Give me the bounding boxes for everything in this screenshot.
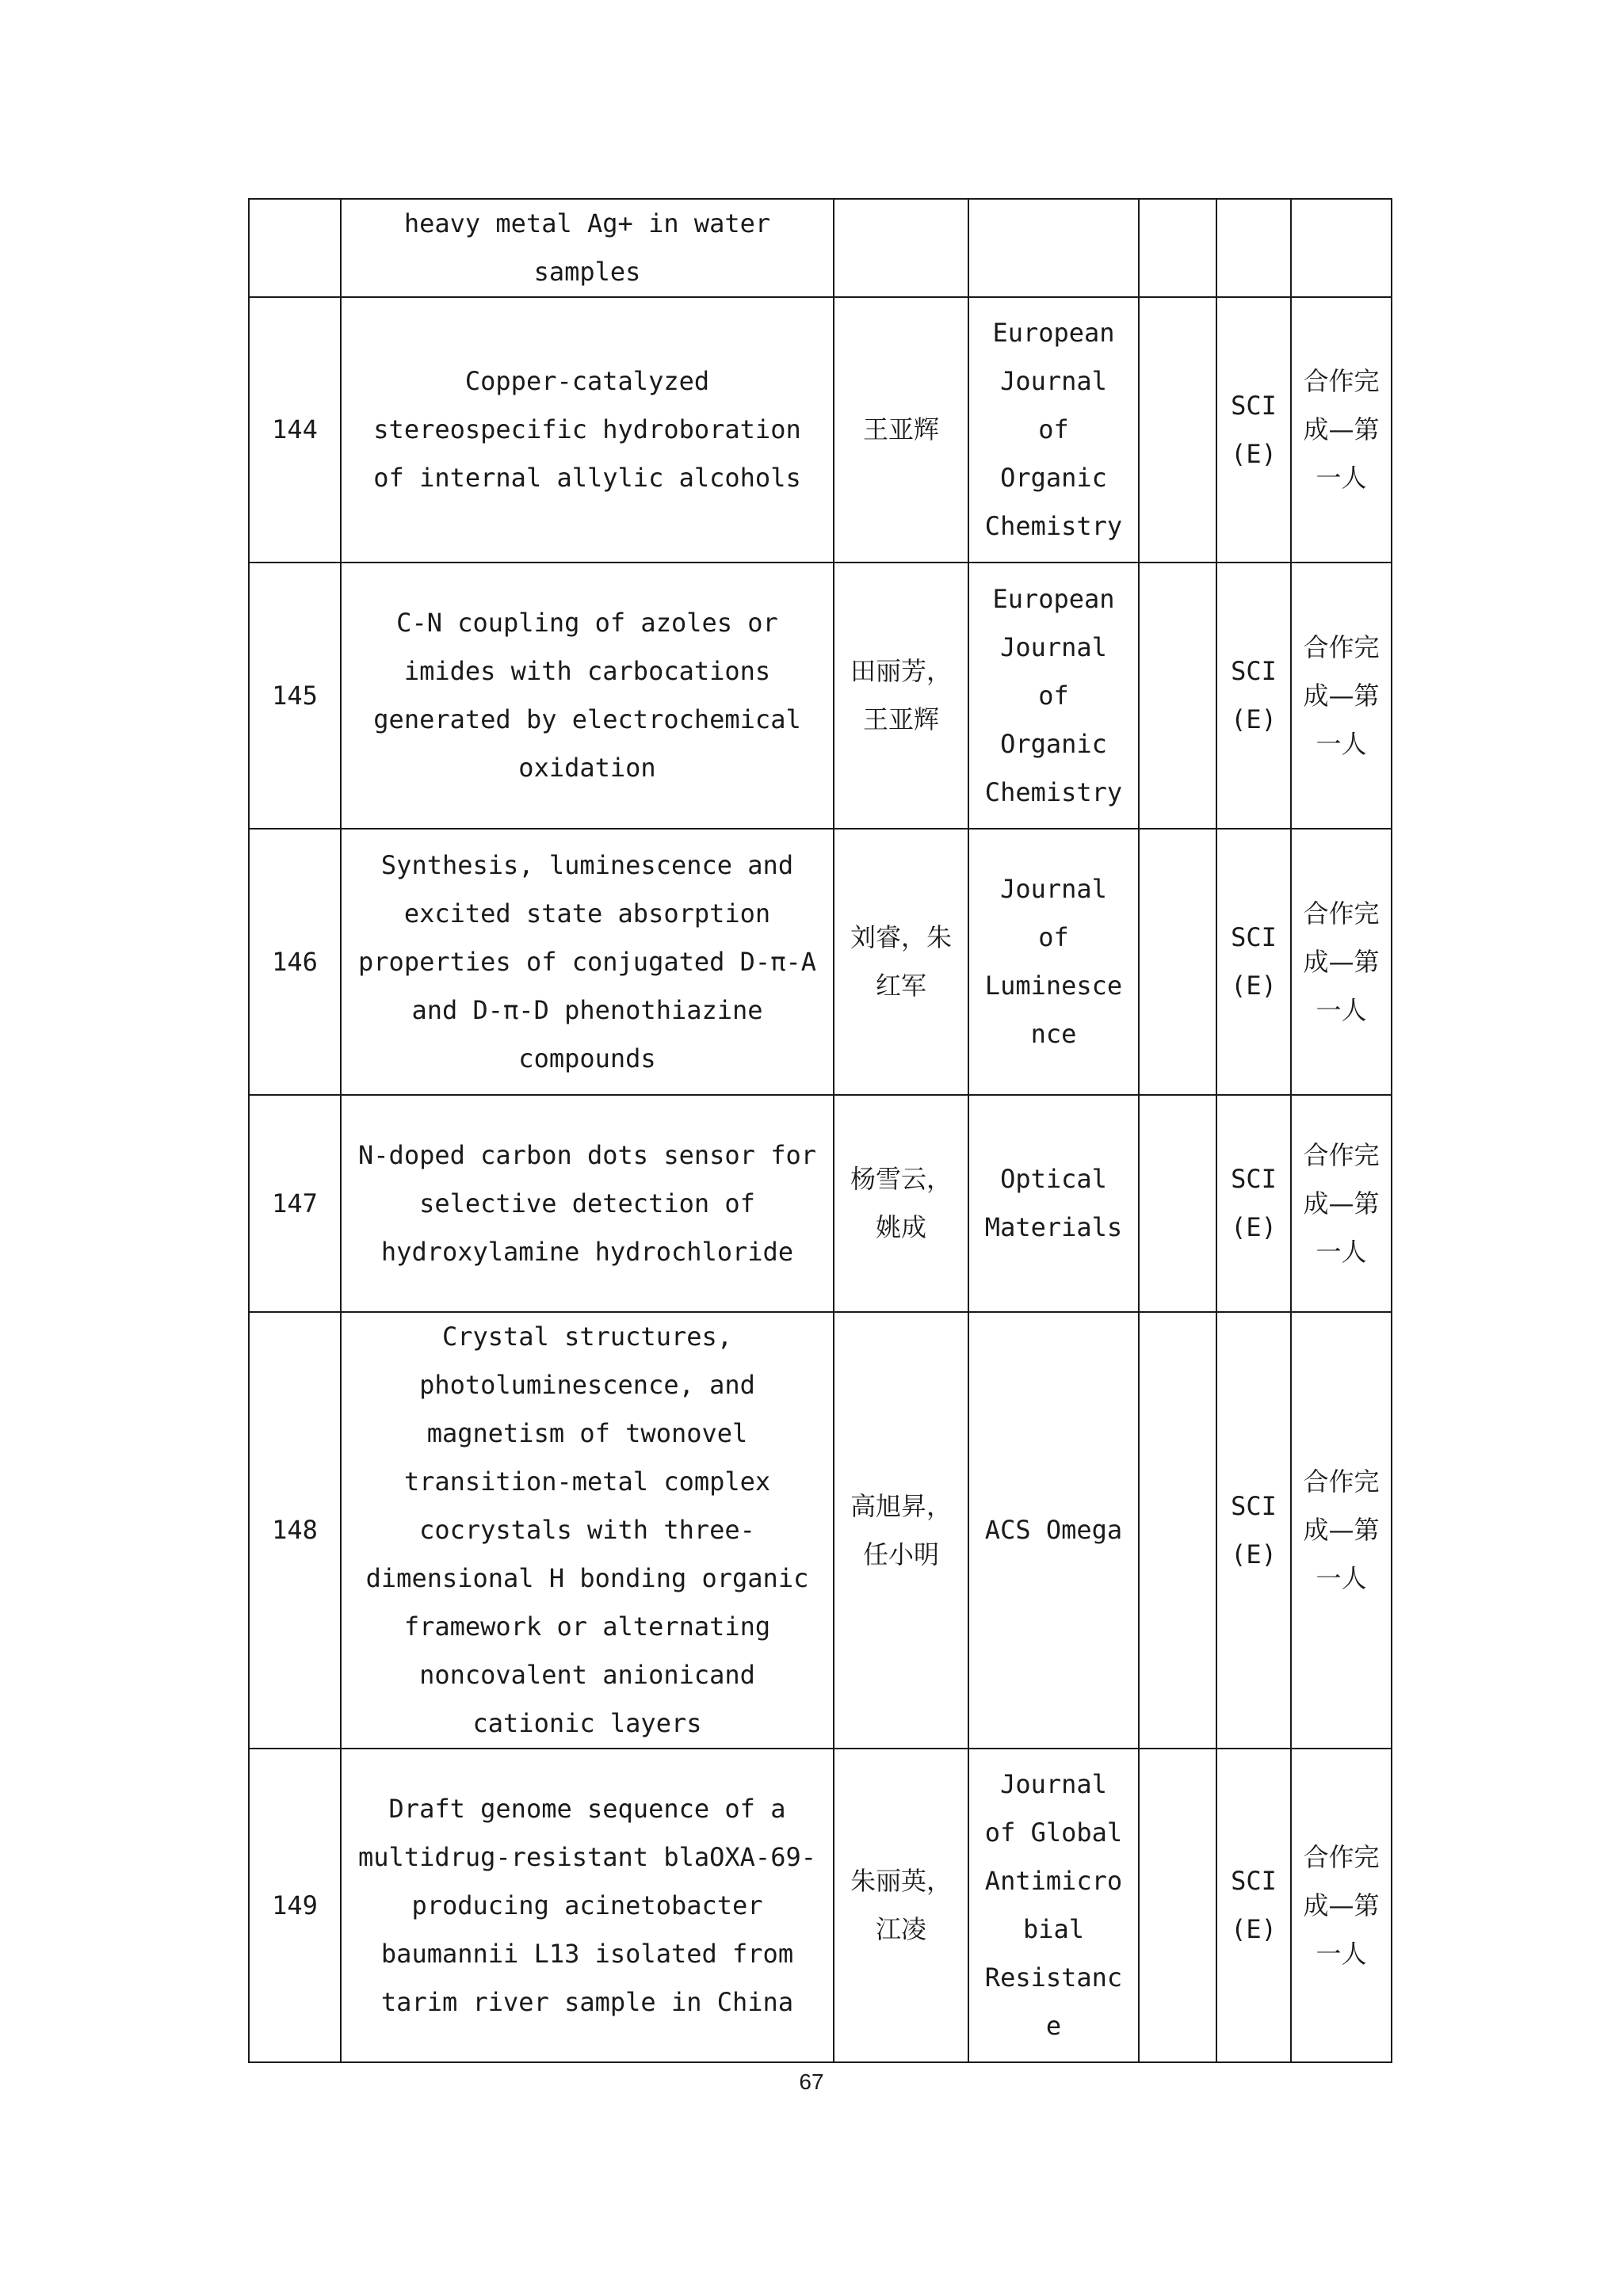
paper-title: Draft genome sequence of a multidrug-resistant blaOXA-69-producing acinetobacter baumannii L13 isolated from tarim river sample in China <box>341 1749 834 2062</box>
authors <box>834 199 968 297</box>
journal: ACS Omega <box>968 1312 1139 1749</box>
blank-cell <box>1139 1749 1216 2062</box>
row-number <box>249 199 341 297</box>
row-number: 145 <box>249 563 341 829</box>
table-row <box>249 1312 1392 1749</box>
completion-note: 合作完成—第一人 <box>1291 563 1392 829</box>
row-number: 147 <box>249 1095 341 1312</box>
index-type: SCI (E) <box>1216 297 1291 563</box>
blank-cell <box>1139 1312 1216 1749</box>
journal: European Journal of Organic Chemistry <box>968 297 1139 563</box>
paper-title: Synthesis, luminescence and excited state absorption properties of conjugated D-π-A and D-π-D phenothiazine compounds <box>341 829 834 1095</box>
completion-note: 合作完成—第一人 <box>1291 1312 1392 1749</box>
row-number: 149 <box>249 1749 341 2062</box>
journal: Optical Materials <box>968 1095 1139 1312</box>
index-type: SCI (E) <box>1216 1749 1291 2062</box>
paper-title: Crystal structures, photoluminescence, and magnetism of twonovel transition-metal complex cocrystals with three-dimensional H bonding organic framework or alternating noncovalent anionicand cationic layers <box>341 1312 834 1749</box>
index-type <box>1216 199 1291 297</box>
paper-title: C-N coupling of azoles or imides with carbocations generated by electrochemical oxidation <box>341 563 834 829</box>
completion-note <box>1291 199 1392 297</box>
index-type: SCI (E) <box>1216 829 1291 1095</box>
authors: 高旭昇，任小明 <box>834 1312 968 1749</box>
completion-note: 合作完成—第一人 <box>1291 829 1392 1095</box>
journal: European Journal of Organic Chemistry <box>968 563 1139 829</box>
table-row <box>249 1749 1392 2062</box>
completion-note: 合作完成—第一人 <box>1291 297 1392 563</box>
blank-cell <box>1139 1095 1216 1312</box>
paper-title: heavy metal Ag+ in water samples <box>341 199 834 297</box>
table-row <box>249 199 1392 297</box>
authors: 王亚辉 <box>834 297 968 563</box>
authors: 朱丽英，江凌 <box>834 1749 968 2062</box>
paper-title: N-doped carbon dots sensor for selective detection of hydroxylamine hydrochloride <box>341 1095 834 1312</box>
index-type: SCI (E) <box>1216 1312 1291 1749</box>
authors: 杨雪云，姚成 <box>834 1095 968 1312</box>
authors: 田丽芳，王亚辉 <box>834 563 968 829</box>
table-row <box>249 297 1392 563</box>
row-number: 144 <box>249 297 341 563</box>
journal <box>968 199 1139 297</box>
table-row <box>249 829 1392 1095</box>
authors: 刘睿，朱红军 <box>834 829 968 1095</box>
row-number: 146 <box>249 829 341 1095</box>
blank-cell <box>1139 199 1216 297</box>
paper-title: Copper-catalyzed stereospecific hydroboration of internal allylic alcohols <box>341 297 834 563</box>
blank-cell <box>1139 563 1216 829</box>
page-number: 67 <box>799 2069 824 2094</box>
blank-cell <box>1139 829 1216 1095</box>
table-row <box>249 1095 1392 1312</box>
index-type: SCI (E) <box>1216 563 1291 829</box>
journal: Journal of Global Antimicrobial Resistance <box>968 1749 1139 2062</box>
row-number: 148 <box>249 1312 341 1749</box>
completion-note: 合作完成—第一人 <box>1291 1749 1392 2062</box>
journal: Journal of Luminescence <box>968 829 1139 1095</box>
blank-cell <box>1139 297 1216 563</box>
publication-table <box>248 198 1392 2063</box>
table-row <box>249 563 1392 829</box>
completion-note: 合作完成—第一人 <box>1291 1095 1392 1312</box>
index-type: SCI (E) <box>1216 1095 1291 1312</box>
